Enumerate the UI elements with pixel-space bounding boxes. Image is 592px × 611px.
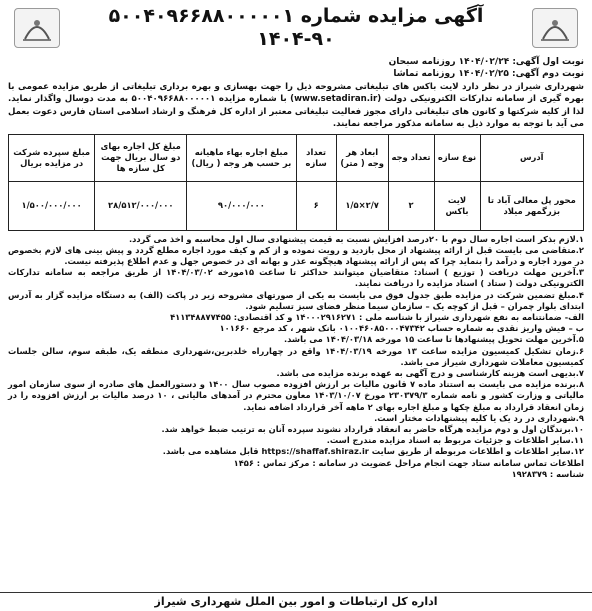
condition-item: ۱۲.سایر اطلاعات و اطلاعات مربوطه از طریق سایت https://shaffaf.shiraz.ir قابل مشاهده می باشد. [162,446,584,457]
condition-item: ۹.شهرداری در رد یک یا کلیه پیشنهادات مختار است. [374,412,584,423]
condition-item: ب – فیش واریز نقدی به شماره حساب ۰۱۰۰۴۶۰۸۵۰۰۰۴۷۳۴۲ بانک شهر ، کد مرجع ۱۰۱۶۶۰ [219,323,584,334]
setad-website-link[interactable]: www.setadiran.ir [294,94,378,105]
intro-line-2a: از سامانه تدارکات الکترونیکی دولت ( [377,94,536,105]
col-deposit: مبلغ سپرده شرکت در مزایده بریال [9,134,95,181]
first-publication: نوبت اول آگهی: ۱۴۰۴/۰۲/۲۴ روزنامه سبحان [388,57,584,67]
municipality-emblem-icon [533,9,577,47]
municipality-logo-right [532,8,578,48]
cell-deposit: ۱/۵۰۰/۰۰۰/۰۰۰ [9,181,95,230]
condition-item: ۱۰.برندگان اول و دوم مزایده هرگاه حاضر به انعقاد قرارداد نشوند سپرده آنان به ترتیب ضبط خواهد شد. [161,424,584,435]
condition-item: ۵.آخرین مهلت تحویل پیشنهادها تا ساعت ۱۵ مورخه ۱۴۰۴/۰۳/۱۸ می باشد. [283,334,584,345]
notice-number: ۱۴۰۴-۹۰ [257,28,335,50]
footer-issuer: اداره کل ارتباطات و امور بین الملل شهرداری شیراز [0,592,592,611]
condition-item: ۴.مبلغ تضمین شرکت در مزایده طبق جدول فوق می بایست به یکی از صورتهای مشروحه زیر در پاکت (الف) به دستگاه مزایده گزار به آدرس ابتدای بلوار چمران – قبل از کوچه یک – سازمان سیما منظر فضای سبز تسلیم شود. [8,289,584,311]
notice-title: آگهی مزایده شماره ۵۰۰۴۰۹۶۶۸۸۰۰۰۰۰۱ [108,5,484,27]
condition-item: ۱۱.سایر اطلاعات و جزئیات مربوط به اسناد مزایده مندرج است. [326,435,584,446]
publication-info [8,56,584,80]
col-type: نوع سازه [434,134,480,181]
table-header-row [9,134,584,181]
condition-item: ۶.زمان تشکیل کمیسیون مزایده ساعت ۱۳ مورخه ۱۴۰۴/۰۳/۱۹ واقع در چهارراه خلدبرین،شهرداری منطقه یک، طبقه سوم، سالن جلسات کمیسیون معاملات شهرداری شیراز می باشد. [8,345,585,367]
table-row [9,181,584,230]
notice-header [8,0,584,50]
condition-item: ۸.برنده مزایده می بایست به استناد ماده ۷ قانون مالیات بر ارزش افزوده مصوب سال ۱۴۰۰ و دستورالعمل های صادره از سوی سازمان امور مالیاتی و وزارت کشور و نامه شماره ۲۳۰۳۷۹/۳ مورخ ۱۴۰۳/۱۰/۰۷ معاون محترم در آمدهای مالیاتی ، ۱۰ درصد مالیات بر ارزش افزوده را در زمان انعقاد قرارداد به مبلغ چکها و مبلغ اجاره بهای ۲ ماهه آخر قرارداد اضافه نماید. [8,379,585,412]
intro-line-3: شرکتها و کانون های تبلیغاتی دارای مجوز فعالیت تبلیغاتی معتبر از اداره کل فرهنگ و ارشاد اسلامی استان فارس دعوت بعمل می آید با توجه به موارد ذیل [8,106,584,130]
intro-line-2b: ) با شماره مزایده ۵۰۰۴۰۹۶۶۸۸۰۰۰۰۰۱ به مدت دوسال واگذار نماید. لذا از کلیه [8,94,584,117]
condition-item: ۷.بدیهی است هزینه کارشناسی و درج آگهی به عهده برنده مزایده می باشد. [276,368,584,379]
notice-id: شناسه : ۱۹۲۸۳۷۹ [511,468,584,479]
municipality-emblem-icon [15,9,59,47]
items-table [8,134,584,231]
condition-item: ۳.آخرین مهلت دریافت ( توزیع ) اسناد: متقاضیان میتوانند حداکثر تا ساعت ۱۵مورخه ۱۴۰۴/۰۳/۰۲ از طریق مراجعه به سامانه تدارکات الکترونیکی دولت ( ستاد ) اسناد مزایده را دریافت نمایند. [8,267,584,289]
cell-total: ۲۸/۵۱۲/۰۰۰/۰۰۰ [95,181,187,230]
municipality-logo-left [14,8,60,48]
cell-address: محور پل معالی آباد تا بزرگمهر میلاد [480,181,584,230]
conditions-list [8,234,584,458]
contact-line: اطلاعات تماس سامانه ستاد جهت انجام مراحل عضویت در سامانه : مرکز تماس : ۱۴۵۶ [233,457,584,468]
col-address: آدرس [480,134,584,181]
condition-item: ۲.متقاضی می بایست قبل از ارائه پیشنهاد از محل بازدید و رویت نموده و از کم و کیف مورد اجاره مطلع گردد و پیش بینی های لازم بخصوص در مورد اجاره و درآمد را بنماید چرا که پس از ارائه پیشنهاد هیچگونه عذر و بهانه ای در خصوص جهل و عدم اطلاع پذیرفته نیست. [8,244,584,267]
cell-monthly: ۹۰/۰۰۰/۰۰۰ [187,181,296,230]
intro-line-4: به سامانه مذکور مراجعه نمایند. [332,119,465,130]
intro-paragraph [8,81,584,131]
col-dims: ابعاد هر وجه ( متر) [336,134,388,181]
col-faces: تعداد وجه [388,134,434,181]
cell-type: لایت باکس [434,181,480,230]
intro-line-1: شهرداری شیراز در نظر دارد لایت باکس های تبلیغاتی مشروحه ذیل را جهت بهسازی و بهره برداری تبلیغاتی از طریق مزایده عمومی با بهره گیری [8,82,584,105]
col-count: تعداد سازه [296,134,336,181]
condition-item: ۱.لازم بذکر است اجاره سال دوم با ۲۰درصد افزایش نسبت به قیمت پیشنهادی سال اول محاسبه و اخذ می گردد. [128,233,584,244]
second-publication: نوبت دوم آگهی: ۱۴۰۴/۰۲/۲۵ روزنامه تماشا [393,69,584,79]
cell-dims: ۲/۷×۱/۵ [336,181,388,230]
condition-item: الف- ضمانتنامه به نفع شهرداری شیراز با شناسه ملی : ۱۴۰۰۰۲۹۱۶۲۷۱ و کد اقتصادی: ۴۱۱۳۴۸۸۷۷۴۵۵ [170,312,584,323]
cell-faces: ۲ [388,181,434,230]
col-total: مبلغ کل اجاره بهای دو سال بریال جهت کل سازه ها [95,134,187,181]
contact-info [8,458,584,480]
col-monthly: مبلغ اجاره بهاء ماهیانه بر حسب هر وجه ( ریال) [187,134,296,181]
cell-count: ۶ [296,181,336,230]
